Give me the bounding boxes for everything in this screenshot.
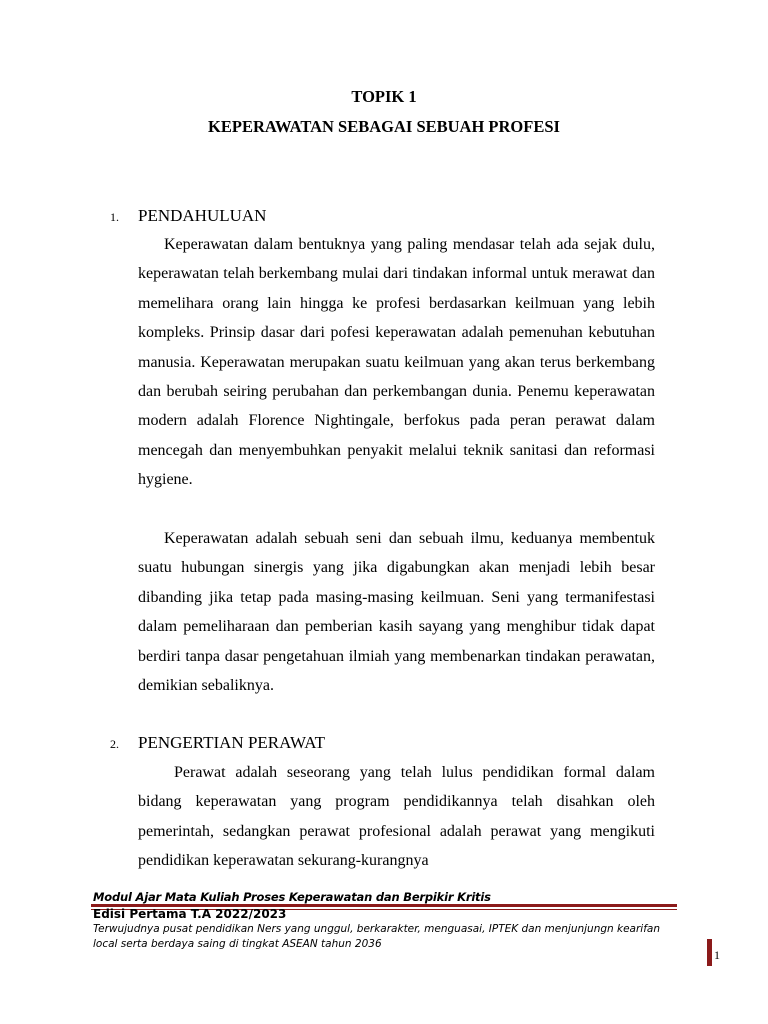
footer-vision-statement: Terwujudnya pusat pendidikan Ners yang unggul, berkarakter, menguasai, IPTEK dan menjunjungn kearifan local serta berdaya saing di tingkat ASEAN tahun 2036	[93, 923, 661, 950]
paragraph: Keperawatan adalah sebuah seni dan sebuah ilmu, keduanya membentuk suatu hubungan sinergis yang jika digabungkan akan menjadi lebih besar dibanding jika tetap pada masing-masing keilmuan. Seni yang termanifestasi dalam pemeliharaan dan pemberian kasih sayang yang menghibur tidak dapat berdiri tanpa dasar pengetahuan ilmiah yang membenarkan tindakan perawatan, demikian sebaliknya.	[138, 530, 655, 695]
section-title: PENDAHULUAN	[138, 206, 267, 225]
paragraph: Keperawatan dalam bentuknya yang paling mendasar telah ada sejak dulu, keperawatan telah berkembang mulai dari tindakan informal untuk merawat dan memelihara orang lain hingga ke profesi berdasarkan keilmuan yang lebih kompleks. Prinsip dasar dari pofesi keperawatan adalah pemenuhan kebutuhan manusia. Keperawatan merupakan suatu keilmuan yang akan terus berkembang dan berubah seiring perubahan dan perkembangan dunia. Penemu keperawatan modern adalah Florence Nightingale, berfokus pada peran perawat dalam mencegah dan menyembuhkan penyakit melalui teknik sanitasi dan reformasi hygiene.	[138, 236, 655, 489]
section-heading-pendahuluan	[110, 206, 266, 226]
topic-title: KEPERAWATAN SEBAGAI SEBUAH PROFESI	[208, 117, 560, 136]
section-number: 2.	[110, 737, 119, 751]
page-number: 1	[714, 948, 720, 962]
paragraph: Perawat adalah seseorang yang telah lulus pendidikan formal dalam bidang keperawatan yang program pendidikannya telah disahkan oleh pemerintah, sedangkan perawat profesional adalah perawat yang mengikuti pendidikan keperawatan sekurang-kurangnya	[138, 764, 655, 870]
section-title: PENGERTIAN PERAWAT	[138, 733, 325, 752]
footer-module-title: Modul Ajar Mata Kuliah Proses Keperawatan dan Berpikir Kritis	[93, 890, 491, 904]
page-number-marker	[707, 939, 712, 966]
footer-edition: Edisi Pertama T.A 2022/2023	[93, 907, 287, 921]
topic-number: TOPIK 1	[351, 87, 417, 106]
section-heading-pengertian-perawat	[110, 733, 325, 753]
section-number: 1.	[110, 210, 119, 224]
